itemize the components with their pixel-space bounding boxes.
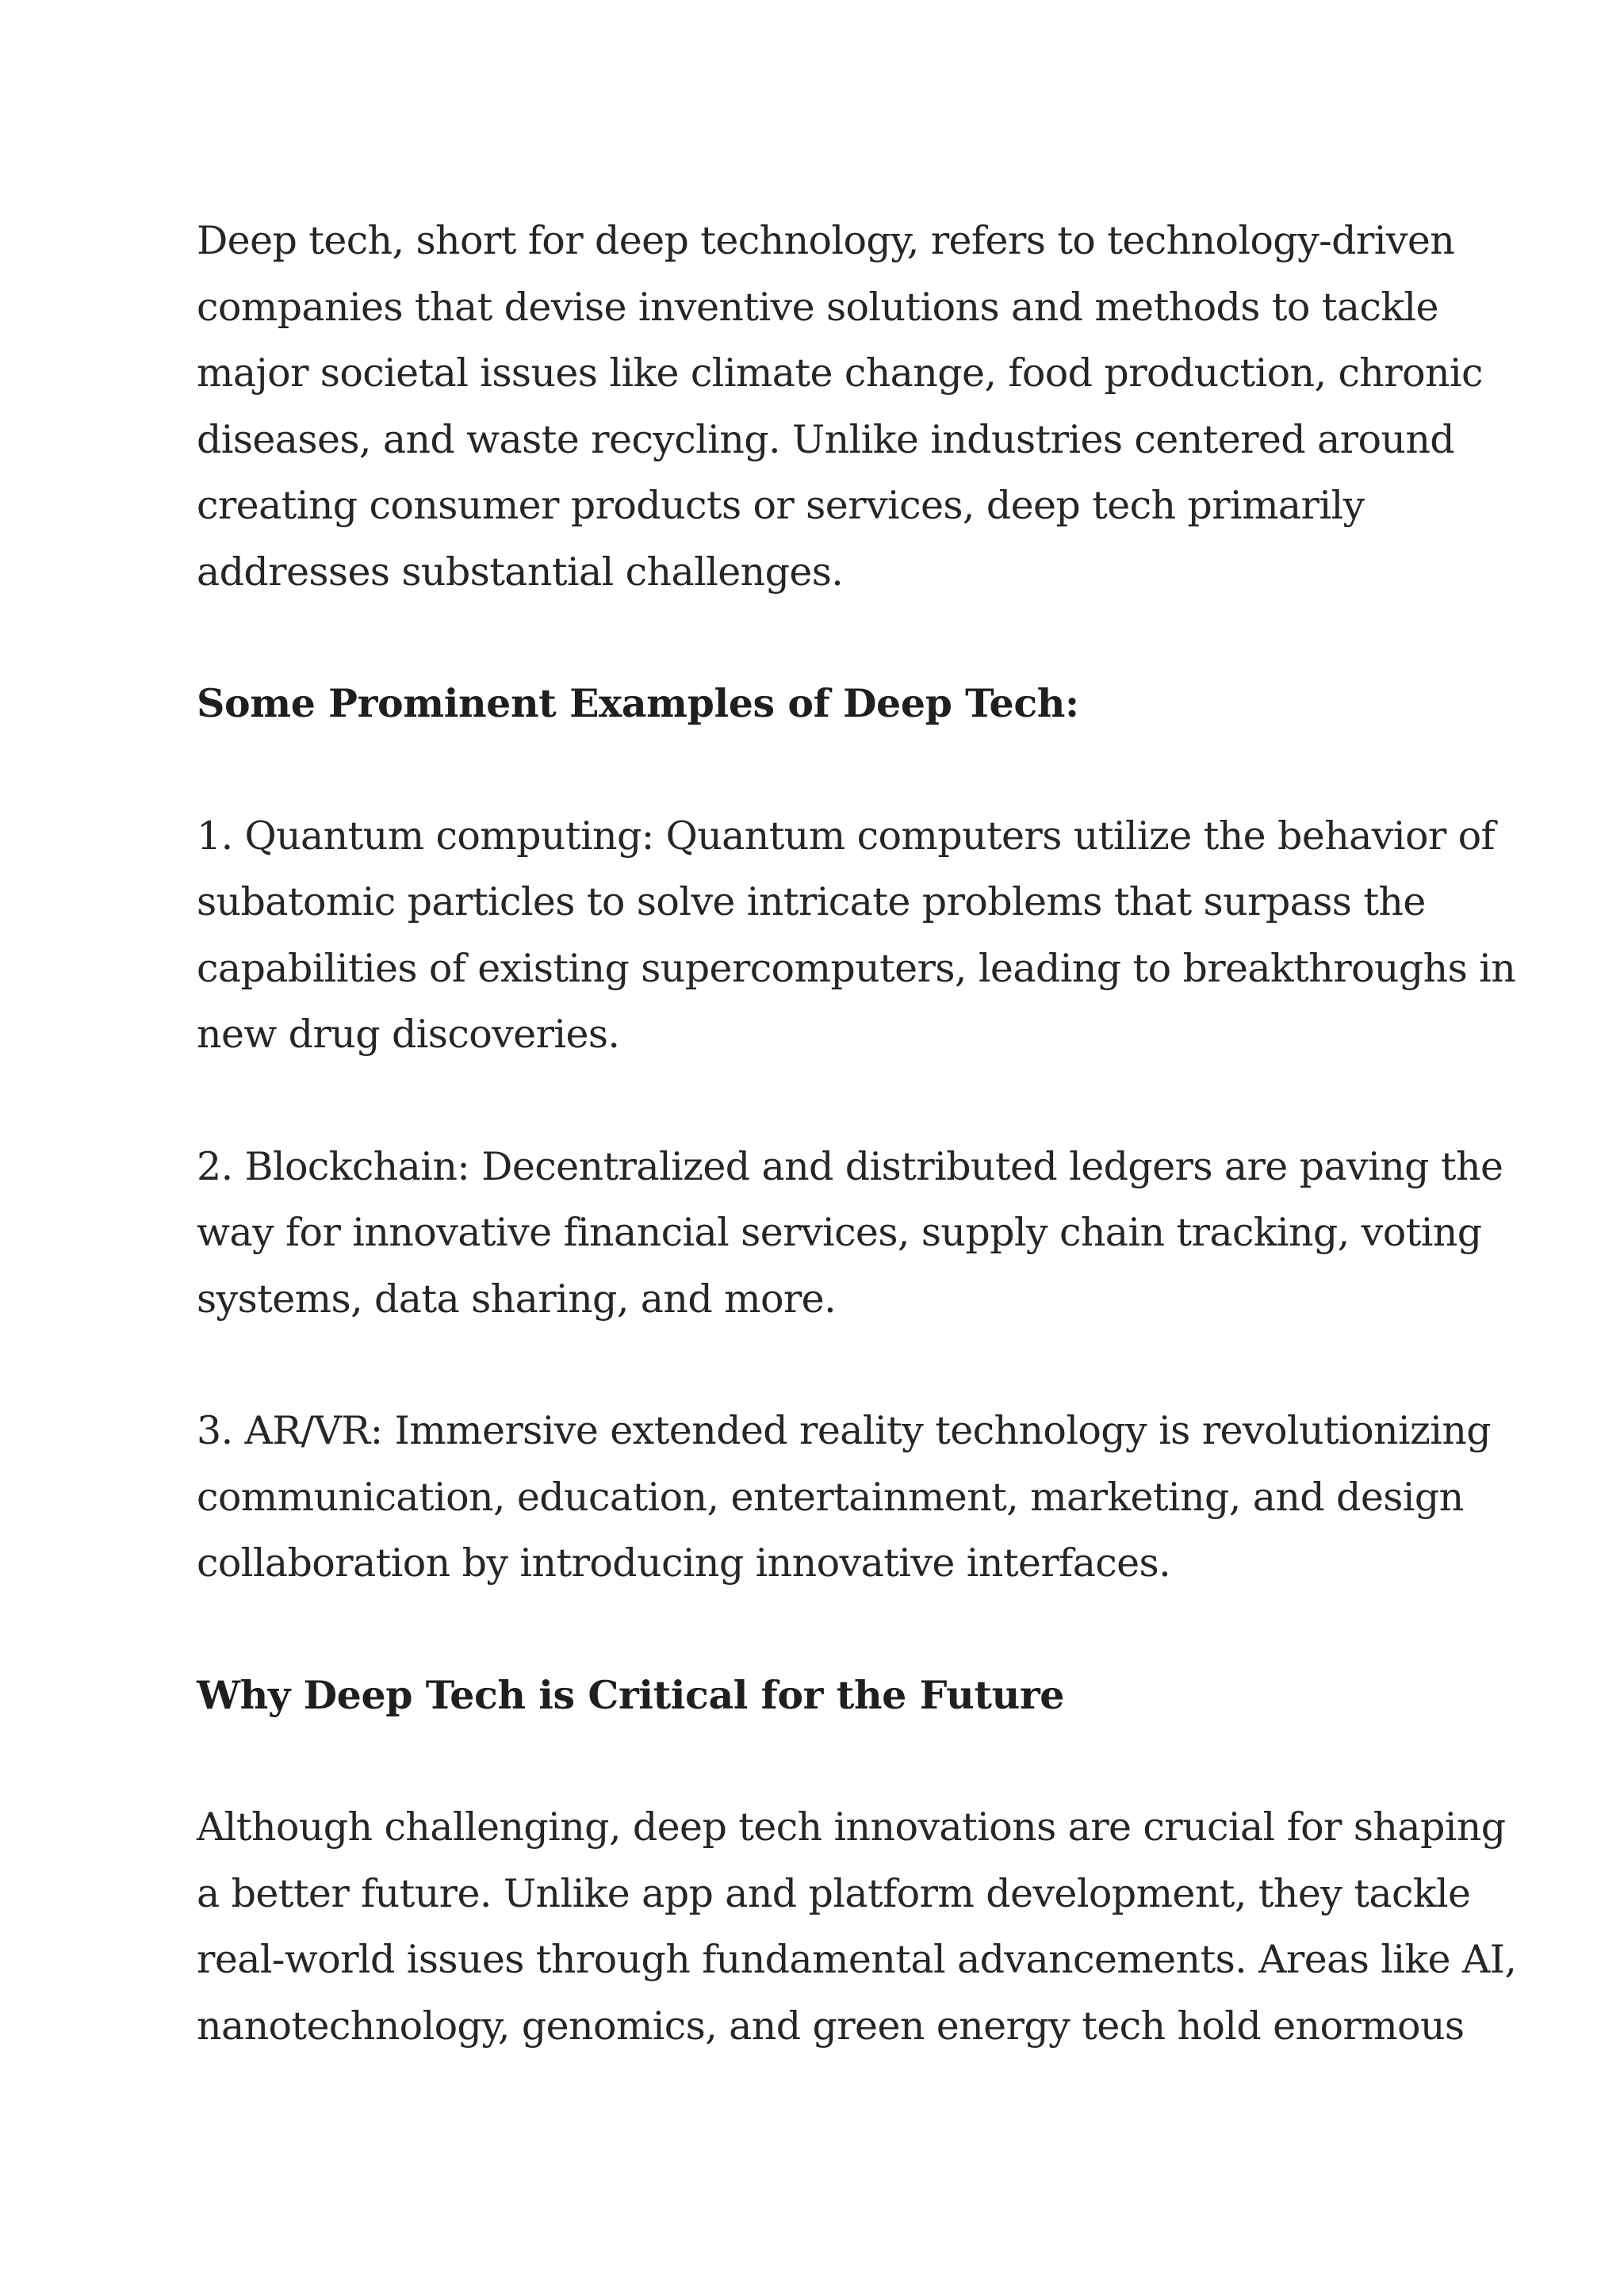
text-line: Deep tech, short for deep technology, refers to technology-driven <box>197 218 1455 263</box>
text-line: new drug discoveries. <box>197 1012 620 1057</box>
text-line: major societal issues like climate change, food production, chronic <box>197 350 1483 396</box>
text-line: capabilities of existing supercomputers, leading to breakthroughs in <box>197 945 1516 991</box>
future-paragraph <box>197 1794 1517 2059</box>
document-body <box>197 208 1517 2125</box>
text-line: addresses substantial challenges. <box>197 549 844 595</box>
text-line: 3. AR/VR: Immersive extended reality technology is revolutionizing <box>197 1408 1492 1453</box>
text-line: communication, education, entertainment, marketing, and design <box>197 1474 1464 1520</box>
example-quantum-computing <box>197 803 1516 1068</box>
text-line: a better future. Unlike app and platform development, they tackle <box>197 1870 1471 1916</box>
text-line: nanotechnology, genomics, and green energy tech hold enormous <box>197 2003 1465 2049</box>
section-heading-examples: Some Prominent Examples of Deep Tech: <box>197 680 1079 726</box>
text-line: companies that devise inventive solutions and methods to tackle <box>197 284 1438 330</box>
text-line: way for innovative financial services, supply chain tracking, voting <box>197 1210 1482 1255</box>
intro-paragraph <box>197 208 1483 605</box>
example-blockchain <box>197 1134 1503 1333</box>
text-line: systems, data sharing, and more. <box>197 1276 837 1322</box>
text-line: Although challenging, deep tech innovations are crucial for shaping <box>197 1804 1506 1850</box>
text-line: real-world issues through fundamental advancements. Areas like AI, <box>197 1937 1517 1982</box>
text-line: 2. Blockchain: Decentralized and distributed ledgers are paving the <box>197 1143 1503 1189</box>
section-heading-future: Why Deep Tech is Critical for the Future <box>197 1671 1065 1718</box>
text-line: 1. Quantum computing: Quantum computers utilize the behavior of <box>197 813 1496 859</box>
text-line: subatomic particles to solve intricate problems that surpass the <box>197 879 1426 924</box>
text-line: diseases, and waste recycling. Unlike industries centered around <box>197 416 1455 462</box>
text-line: collaboration by introducing innovative interfaces. <box>197 1540 1171 1586</box>
example-ar-vr <box>197 1398 1492 1597</box>
text-line: creating consumer products or services, deep tech primarily <box>197 483 1365 528</box>
